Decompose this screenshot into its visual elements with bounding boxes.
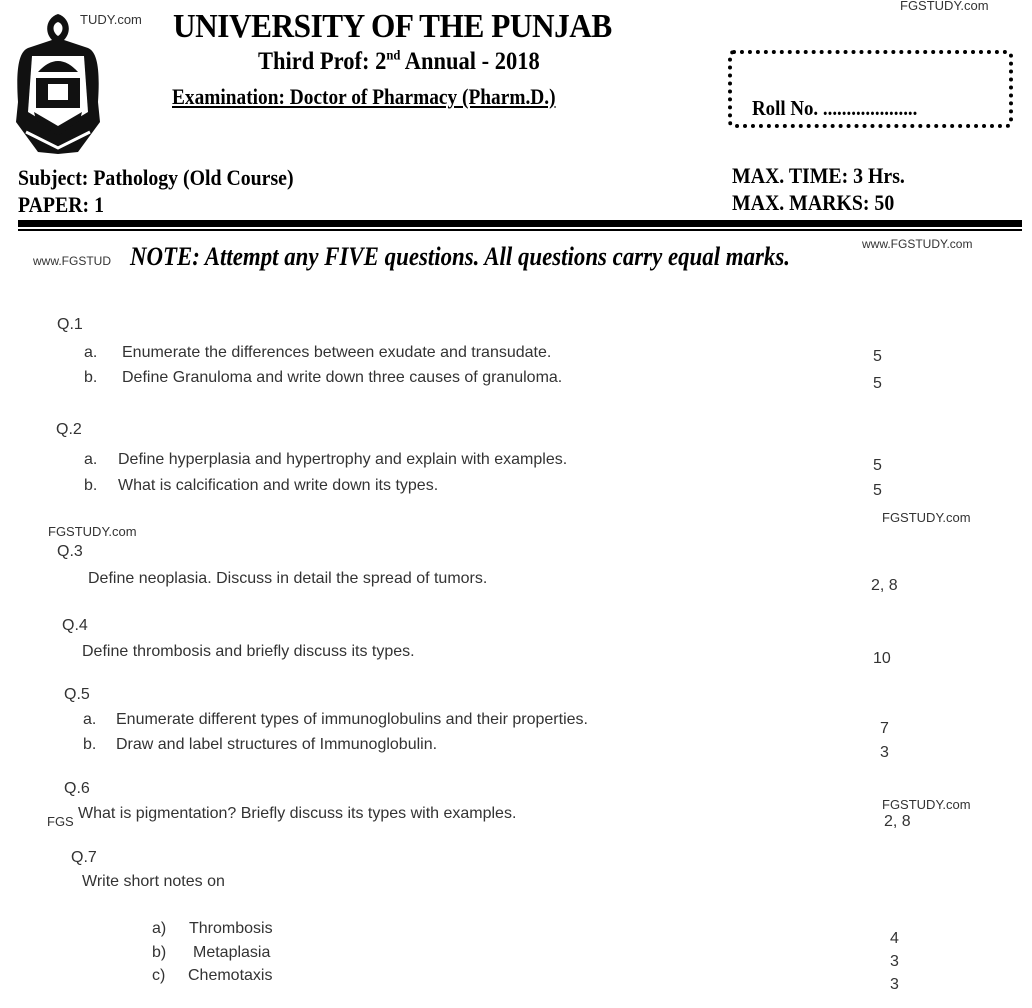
max-marks: MAX. MARKS: 50 [732, 190, 895, 215]
watermark: TUDY.com [80, 12, 142, 27]
question-label: Q.4 [62, 617, 88, 634]
question-text: Define thrombosis and briefly discuss its types. [82, 643, 415, 660]
part-letter: b. [84, 369, 98, 386]
question-text: Thrombosis [189, 920, 273, 937]
part-letter: b) [152, 944, 167, 961]
watermark: FGSTUDY.com [882, 510, 971, 525]
university-crest-logo [8, 12, 108, 157]
question-text: Define hyperplasia and hypertrophy and explain with examples. [118, 451, 568, 468]
marks: 4 [890, 930, 899, 947]
marks: 3 [890, 953, 899, 970]
question-label: Q.3 [57, 543, 83, 560]
marks: 5 [873, 482, 882, 499]
watermark: FGSTUDY.com [900, 0, 989, 13]
paper-number: PAPER: 1 [18, 192, 104, 217]
max-time: MAX. TIME: 3 Hrs. [732, 163, 905, 188]
part-letter: a. [84, 344, 98, 361]
marks: 5 [873, 375, 882, 392]
question-text: Define neoplasia. Discuss in detail the spread of tumors. [88, 570, 488, 587]
question-text: Draw and label structures of Immunoglobulin. [116, 736, 438, 753]
question-label: Q.1 [57, 316, 83, 333]
marks: 3 [880, 744, 889, 761]
watermark: FGS [47, 814, 74, 829]
part-letter: a. [84, 451, 98, 468]
question-text: Chemotaxis [188, 967, 273, 984]
subject: Subject: Pathology (Old Course) [18, 165, 294, 190]
question-text: What is pigmentation? Briefly discuss its types with examples. [78, 805, 517, 822]
part-letter: b. [83, 736, 97, 753]
exam-prof: Third Prof: 2nd Annual - 2018 [258, 48, 540, 75]
marks: 5 [873, 348, 882, 365]
part-letter: c) [152, 967, 166, 984]
question-label: Q.6 [64, 780, 90, 797]
question-text: What is calcification and write down its types. [118, 477, 439, 494]
watermark: www.FGSTUDY.com [862, 237, 973, 251]
marks: 2, 8 [871, 577, 898, 594]
marks: 5 [873, 457, 882, 474]
university-title: UNIVERSITY OF THE PUNJAB [173, 8, 612, 45]
marks: 10 [873, 650, 891, 667]
watermark: FGSTUDY.com [882, 797, 971, 812]
watermark: FGSTUDY.com [48, 524, 137, 539]
roll-number-field: Roll No. .................... [752, 96, 918, 120]
question-intro: Write short notes on [82, 873, 225, 890]
examination-title: Examination: Doctor of Pharmacy (Pharm.D.) [172, 84, 556, 109]
divider [18, 229, 1022, 231]
question-label: Q.7 [71, 849, 97, 866]
question-text: Metaplasia [193, 944, 271, 961]
part-letter: a) [152, 920, 167, 937]
question-text: Define Granuloma and write down three causes of granuloma. [122, 369, 563, 386]
part-letter: b. [84, 477, 98, 494]
marks: 3 [890, 976, 899, 993]
question-text: Enumerate the differences between exudate and transudate. [122, 344, 552, 361]
watermark: www.FGSTUD [33, 254, 111, 268]
part-letter: a. [83, 711, 97, 728]
instructions-note: NOTE: Attempt any FIVE questions. All questions carry equal marks. [130, 242, 791, 271]
divider [18, 220, 1022, 227]
question-text: Enumerate different types of immunoglobulins and their properties. [116, 711, 588, 728]
question-label: Q.5 [64, 686, 90, 703]
marks: 2, 8 [884, 813, 911, 830]
question-label: Q.2 [56, 421, 82, 438]
marks: 7 [880, 720, 889, 737]
